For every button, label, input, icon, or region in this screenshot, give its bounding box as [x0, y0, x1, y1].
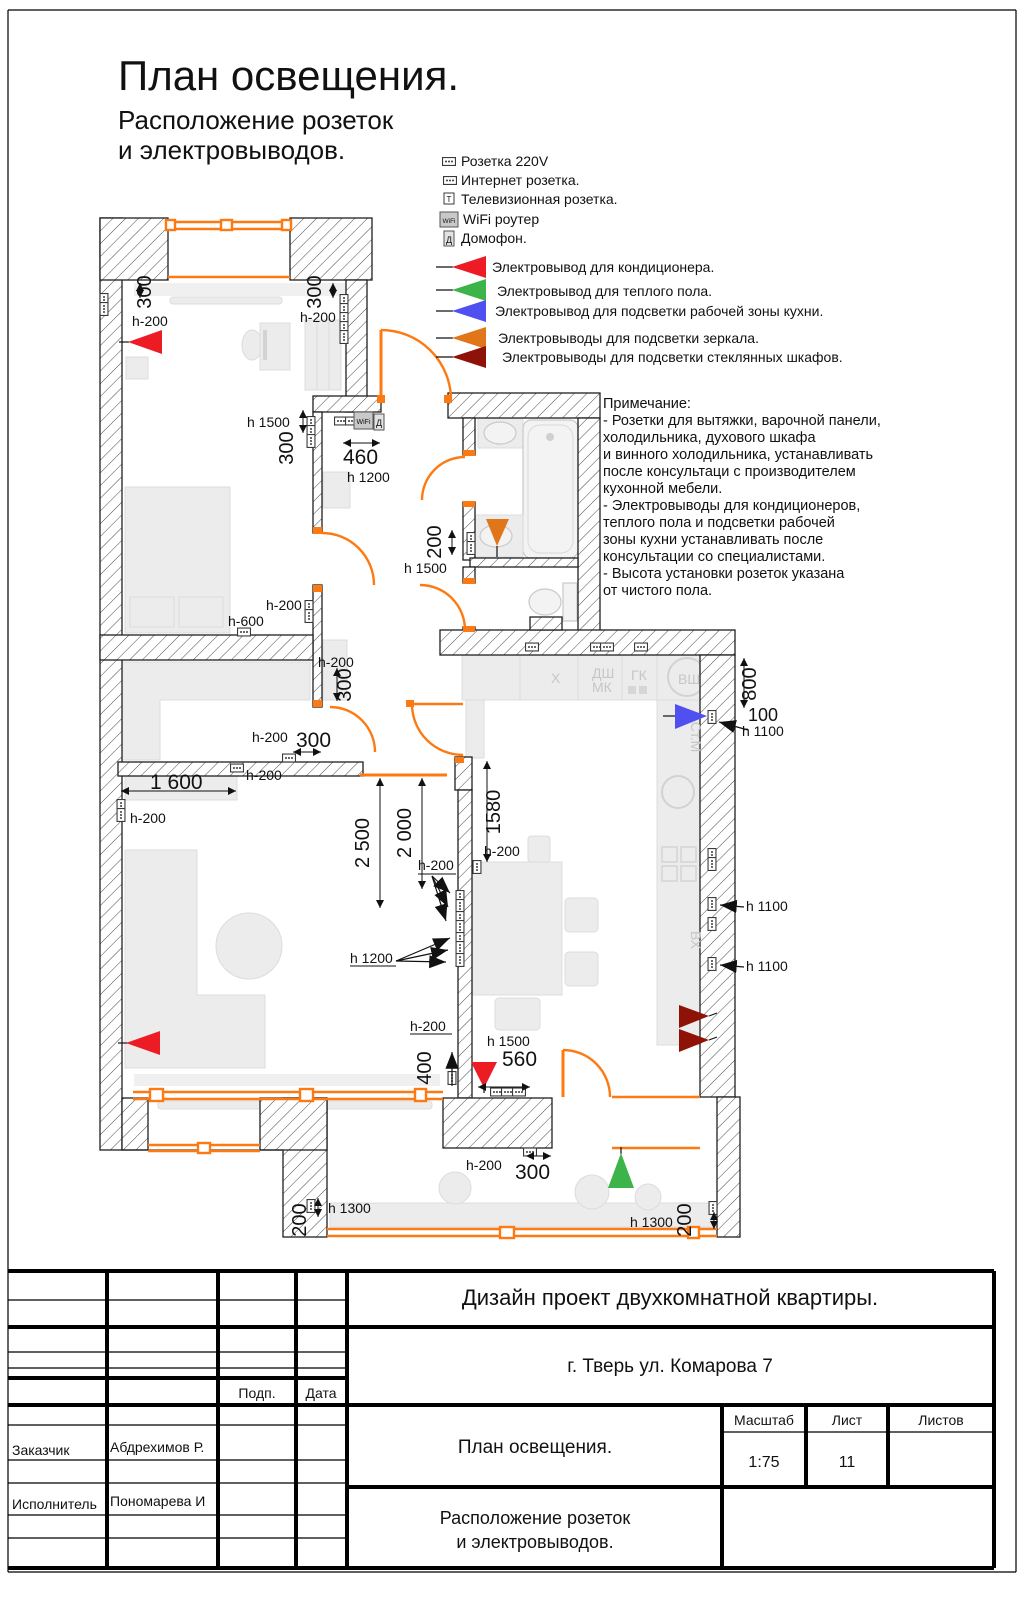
- svg-text:Электровывод для теплого пола.: Электровывод для теплого пола.: [497, 283, 713, 299]
- drawing-header: [118, 52, 459, 165]
- wardrobe: [305, 320, 341, 390]
- svg-text:h 1500: h 1500: [487, 1033, 530, 1049]
- svg-text:Розетка 220V: Розетка 220V: [461, 153, 549, 169]
- kitchen-label: ВШ: [678, 671, 701, 687]
- executor-label: Исполнитель: [12, 1496, 97, 1512]
- svg-text:100: 100: [748, 705, 779, 725]
- svg-text:h 1500: h 1500: [247, 414, 290, 430]
- kitchen-label: ГК: [631, 667, 647, 683]
- svg-text:h 1300: h 1300: [630, 1214, 673, 1230]
- kitchen-label: ВХ: [688, 930, 704, 950]
- svg-text:200: 200: [424, 525, 446, 559]
- legend-kitchen-light-triangle: [452, 300, 486, 322]
- svg-text:Т: Т: [446, 195, 452, 204]
- intercom-legend-icon: [444, 231, 454, 246]
- svg-text:h-600: h-600: [228, 613, 264, 629]
- svg-text:h 1100: h 1100: [742, 723, 784, 739]
- coffee-table: [216, 913, 282, 979]
- svg-text:холодильника, духового шкафа: холодильника, духового шкафа: [603, 430, 816, 446]
- svg-text:- Высота установки розеток ука: - Высота установки розеток указана: [603, 566, 845, 582]
- svg-text:1580: 1580: [483, 789, 505, 835]
- svg-text:Телевизионная розетка.: Телевизионная розетка.: [461, 191, 618, 207]
- dining-table: [472, 862, 562, 995]
- toilet: [529, 589, 561, 615]
- kitchen-label: Ст.М: [688, 721, 704, 753]
- svg-text:h 1100: h 1100: [746, 898, 788, 914]
- sheet-value: 11: [838, 1454, 856, 1471]
- svg-text:h 1300: h 1300: [328, 1200, 371, 1216]
- svg-text:h 1500: h 1500: [404, 560, 447, 576]
- title-block: [8, 1271, 994, 1568]
- svg-text:h-200: h-200: [410, 1018, 446, 1034]
- project-address: г. Тверь ул. Комарова 7: [567, 1356, 773, 1377]
- svg-text:Электровывод для кондиционера.: Электровывод для кондиционера.: [492, 259, 715, 275]
- customer-label: Заказчик: [12, 1442, 70, 1458]
- kitchen-label: МК: [592, 679, 612, 695]
- svg-text:300: 300: [296, 729, 332, 752]
- svg-text:h-200: h-200: [252, 729, 288, 745]
- svg-text:h-200: h-200: [418, 857, 454, 873]
- customer-value: Абдрехимов Р.: [110, 1439, 205, 1455]
- note-block: [603, 396, 881, 599]
- svg-text:200: 200: [289, 1203, 311, 1237]
- kitchen-label: Х: [551, 670, 561, 686]
- sign-column-label: Подп.: [238, 1385, 276, 1401]
- svg-text:h-200: h-200: [300, 309, 336, 325]
- legend-mirror-light-triangle: [452, 327, 486, 349]
- svg-text:после консультаци с производит: после консультаци с производителем: [603, 464, 856, 480]
- svg-text:WiFi: WiFi: [442, 218, 456, 225]
- svg-text:теплого пола и подсветки рабоч: теплого пола и подсветки рабочей: [603, 515, 835, 531]
- outlet-dining: [471, 1062, 497, 1088]
- corridor-wardrobe: [122, 662, 310, 760]
- svg-text:- Электровыводы для кондиционе: - Электровыводы для кондиционеров,: [603, 498, 861, 514]
- sheet-label: Лист: [831, 1412, 863, 1428]
- svg-text:300: 300: [304, 275, 326, 309]
- legend-floor-heating-triangle: [452, 279, 486, 301]
- legend-cabinet-light-triangle: [452, 346, 486, 368]
- svg-text:2 500: 2 500: [352, 817, 374, 869]
- executor-value: Пономарева И: [110, 1493, 206, 1509]
- svg-text:460: 460: [343, 446, 379, 469]
- kitchen-label: ДШ: [592, 665, 615, 681]
- svg-text:200: 200: [674, 1203, 696, 1237]
- wifi-router-icon: [354, 412, 373, 429]
- svg-text:2 000: 2 000: [394, 807, 416, 859]
- svg-text:h-200: h-200: [466, 1157, 502, 1173]
- scale-label: Масштаб: [734, 1412, 794, 1428]
- svg-text:h 1100: h 1100: [746, 958, 788, 974]
- svg-text:и винного холодильника, устана: и винного холодильника, устанавливать: [603, 447, 874, 463]
- svg-text:300: 300: [134, 275, 156, 309]
- doc-subtitle-1: Расположение розеток: [439, 1508, 631, 1528]
- svg-text:кухонной мебели.: кухонной мебели.: [603, 481, 723, 497]
- svg-text:1 600: 1 600: [150, 771, 203, 794]
- svg-text:WiFi: WiFi: [356, 419, 371, 426]
- legend: [436, 153, 843, 368]
- date-column-label: Дата: [305, 1385, 337, 1401]
- intercom-icon: [374, 414, 384, 430]
- svg-text:от чистого пола.: от чистого пола.: [603, 583, 713, 599]
- wifi-router-legend-icon: [440, 212, 458, 227]
- svg-text:WiFi роутер: WiFi роутер: [463, 211, 540, 227]
- svg-text:Электровыводы для подсветки ст: Электровыводы для подсветки стеклянных шкафов.: [502, 349, 843, 365]
- svg-text:h-200: h-200: [484, 843, 520, 859]
- svg-text:560: 560: [502, 1048, 538, 1071]
- tv-socket-icon: [444, 193, 454, 204]
- scale-value: 1:75: [748, 1454, 780, 1471]
- svg-text:300: 300: [276, 431, 298, 465]
- svg-text:Электровыводы для подсветки зе: Электровыводы для подсветки зеркала.: [498, 330, 759, 346]
- page-subtitle-2: и электровыводов.: [118, 135, 346, 165]
- svg-text:- Розетки для вытяжки, варочно: - Розетки для вытяжки, варочной панели,: [603, 413, 881, 429]
- svg-text:h-200: h-200: [132, 313, 168, 329]
- internet-socket-icon: [444, 177, 457, 185]
- svg-text:Электровывод для подсветки раб: Электровывод для подсветки рабочей зоны кухни.: [495, 303, 824, 319]
- sheets-label: Листов: [918, 1412, 964, 1428]
- svg-text:h 1200: h 1200: [347, 469, 390, 485]
- svg-text:Домофон.: Домофон.: [461, 230, 527, 246]
- page-title: План освещения.: [118, 52, 459, 99]
- svg-text:Примечание:: Примечание:: [603, 396, 691, 412]
- legend-ac-triangle: [452, 256, 486, 278]
- floor-heating-outlet: [608, 1147, 634, 1188]
- svg-text:h-200: h-200: [318, 654, 354, 670]
- svg-text:h 1200: h 1200: [350, 950, 393, 966]
- svg-text:h-200: h-200: [266, 597, 302, 613]
- svg-text:300: 300: [515, 1161, 551, 1184]
- svg-text:консультации со специалистами.: консультации со специалистами.: [603, 549, 826, 565]
- ac-outlet-bedroom: [128, 330, 162, 354]
- svg-text:Д: Д: [375, 418, 383, 428]
- svg-text:Д: Д: [445, 235, 453, 245]
- svg-text:400: 400: [414, 1051, 436, 1085]
- svg-text:300: 300: [334, 668, 356, 702]
- socket-220v-icon: [443, 158, 456, 166]
- svg-text:800: 800: [739, 667, 761, 701]
- doc-title: План освещения.: [457, 1437, 613, 1458]
- page-subtitle-1: Расположение розеток: [118, 105, 394, 135]
- project-title: Дизайн проект двухкомнатной квартиры.: [461, 1285, 879, 1310]
- svg-text:h-200: h-200: [246, 767, 282, 783]
- svg-text:зоны кухни устанавливать после: зоны кухни устанавливать после: [603, 532, 824, 548]
- svg-text:Интернет розетка.: Интернет розетка.: [461, 172, 580, 188]
- doc-subtitle-2: и электровыводов.: [456, 1532, 614, 1552]
- svg-text:h-200: h-200: [130, 810, 166, 826]
